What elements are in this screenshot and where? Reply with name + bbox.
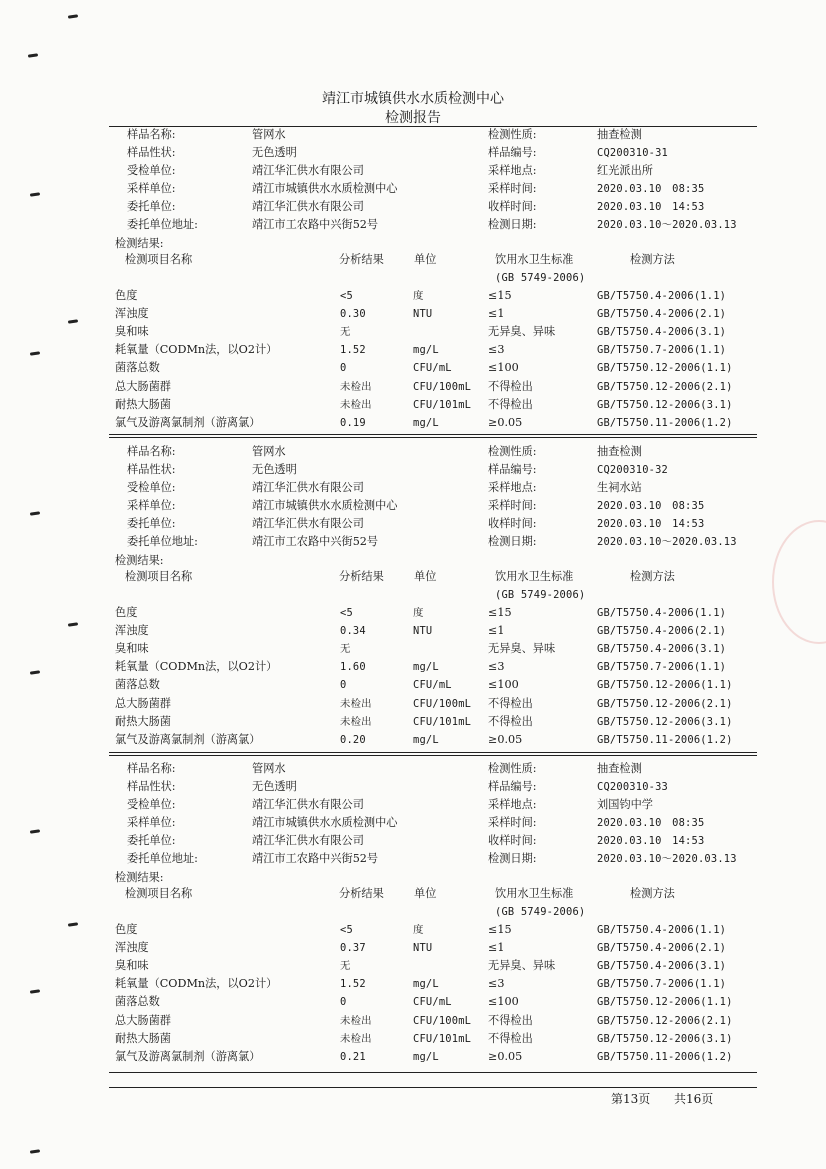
info-label-test-nature: 检测性质: [488, 762, 537, 775]
info-value-receive-time: 2020.03.10 14:53 [597, 835, 705, 847]
row-item-total-coliform: 总大肠菌群 [115, 696, 171, 710]
row-item-odor-taste: 臭和味 [115, 959, 149, 973]
row-method-total-coliform: GB/T5750.12-2006(2.1) [597, 1014, 733, 1027]
info-label-inspected-unit: 受检单位: [127, 798, 176, 811]
results-label: 检测结果: [115, 237, 164, 250]
row-result-turbidity: 0.37 [340, 942, 366, 955]
row-result-total-coliform: 未检出 [340, 1014, 372, 1027]
row-unit-thermotolerant-coliform: CFU/101mL [413, 1032, 472, 1045]
scan-mark [68, 622, 78, 626]
info-value-sample-name: 管网水 [252, 762, 286, 775]
row-standard-turbidity: ≤1 [488, 624, 505, 638]
row-result-total-coliform: 未检出 [340, 697, 372, 710]
info-value-sampling-time: 2020.03.10 08:35 [597, 500, 705, 512]
row-result-free-chlorine: 0.20 [340, 733, 366, 746]
info-label-receive-time: 收样时间: [488, 200, 537, 213]
col-header-result: 分析结果 [339, 570, 384, 583]
row-result-odor-taste: 无 [340, 960, 351, 973]
info-value-test-date: 2020.03.10～2020.03.13 [597, 853, 737, 865]
row-standard-colony-count: ≤100 [488, 678, 519, 692]
row-result-color: <5 [340, 290, 353, 302]
info-label-sampling-unit: 采样单位: [127, 816, 176, 829]
info-label-test-nature: 检测性质: [488, 445, 537, 458]
col-header-standard: 饮用水卫生标准 [495, 253, 574, 266]
row-item-colony-count: 菌落总数 [115, 361, 160, 375]
row-method-free-chlorine: GB/T5750.11-2006(1.2) [597, 733, 733, 746]
row-method-thermotolerant-coliform: GB/T5750.12-2006(3.1) [597, 1032, 733, 1045]
row-method-turbidity: GB/T5750.4-2006(2.1) [597, 942, 727, 955]
row-method-colony-count: GB/T5750.12-2006(1.1) [597, 996, 733, 1009]
info-label-sampling-site: 采样地点: [488, 164, 537, 177]
block-top-rule [109, 437, 757, 438]
info-label-test-date: 检测日期: [488, 218, 537, 231]
row-result-colony-count: 0 [340, 362, 347, 375]
row-standard-odor-taste: 无异臭、异味 [488, 959, 556, 973]
row-result-colony-count: 0 [340, 679, 347, 692]
row-item-oxygen-consumption: 耗氧量（CODMn法，以O2计） [115, 343, 278, 357]
info-label-receive-time: 收样时间: [488, 517, 537, 530]
row-result-thermotolerant-coliform: 未检出 [340, 1032, 372, 1045]
info-label-sample-no: 样品编号: [488, 780, 537, 793]
row-item-oxygen-consumption: 耗氧量（CODMn法，以O2计） [115, 977, 278, 991]
block-top-rule [109, 755, 757, 756]
row-item-turbidity: 浑浊度 [115, 624, 149, 638]
info-value-inspected-unit: 靖江华汇供水有限公司 [252, 164, 364, 177]
row-item-thermotolerant-coliform: 耐热大肠菌 [115, 714, 171, 728]
scan-mark [28, 53, 38, 57]
row-unit-oxygen-consumption: mg/L [413, 661, 439, 674]
info-label-sampling-site: 采样地点: [488, 481, 537, 494]
info-label-receive-time: 收样时间: [488, 834, 537, 847]
row-item-color: 色度 [115, 606, 138, 619]
info-value-test-nature: 抽查检测 [597, 128, 642, 141]
row-unit-thermotolerant-coliform: CFU/101mL [413, 398, 472, 411]
row-item-total-coliform: 总大肠菌群 [115, 1013, 171, 1027]
row-standard-odor-taste: 无异臭、异味 [488, 642, 556, 656]
info-value-sampling-unit: 靖江市城镇供水水质检测中心 [252, 499, 398, 512]
row-unit-color: 度 [413, 290, 424, 302]
col-header-standard-code: (GB 5749-2006) [495, 589, 586, 601]
col-header-unit: 单位 [414, 253, 437, 266]
row-item-oxygen-consumption: 耗氧量（CODMn法，以O2计） [115, 660, 278, 674]
info-value-test-nature: 抽查检测 [597, 445, 642, 458]
row-item-odor-taste: 臭和味 [115, 642, 149, 656]
row-result-free-chlorine: 0.21 [340, 1050, 366, 1063]
row-standard-turbidity: ≤1 [488, 941, 505, 955]
row-item-free-chlorine: 氯气及游离氯制剂（游离氯） [115, 415, 261, 429]
row-standard-thermotolerant-coliform: 不得检出 [488, 714, 533, 728]
row-standard-color: ≤15 [488, 923, 512, 936]
row-method-oxygen-consumption: GB/T5750.7-2006(1.1) [597, 344, 727, 357]
row-method-odor-taste: GB/T5750.4-2006(3.1) [597, 326, 727, 339]
row-method-odor-taste: GB/T5750.4-2006(3.1) [597, 643, 727, 656]
info-label-sample-state: 样品性状: [127, 780, 176, 793]
info-value-test-nature: 抽查检测 [597, 762, 642, 775]
info-value-receive-time: 2020.03.10 14:53 [597, 201, 705, 213]
info-label-client-address: 委托单位地址: [127, 535, 198, 548]
row-standard-colony-count: ≤100 [488, 361, 519, 375]
row-method-free-chlorine: GB/T5750.11-2006(1.2) [597, 416, 733, 429]
row-method-color: GB/T5750.4-2006(1.1) [597, 924, 727, 936]
row-unit-free-chlorine: mg/L [413, 1050, 439, 1063]
row-standard-free-chlorine: ≥0.05 [488, 1049, 523, 1063]
row-item-turbidity: 浑浊度 [115, 307, 149, 321]
info-label-client-unit: 委托单位: [127, 200, 176, 213]
info-label-sample-state: 样品性状: [127, 463, 176, 476]
row-standard-colony-count: ≤100 [488, 995, 519, 1009]
row-standard-turbidity: ≤1 [488, 307, 505, 321]
scan-mark [30, 511, 40, 515]
info-value-sample-name: 管网水 [252, 445, 286, 458]
info-value-sample-state: 无色透明 [252, 463, 297, 476]
scan-mark [68, 922, 78, 926]
scan-mark [68, 14, 78, 18]
info-label-sample-name: 样品名称: [127, 445, 176, 458]
row-method-total-coliform: GB/T5750.12-2006(2.1) [597, 380, 733, 393]
row-item-turbidity: 浑浊度 [115, 941, 149, 955]
info-value-inspected-unit: 靖江华汇供水有限公司 [252, 481, 364, 494]
row-method-color: GB/T5750.4-2006(1.1) [597, 290, 727, 302]
row-item-colony-count: 菌落总数 [115, 678, 160, 692]
row-unit-free-chlorine: mg/L [413, 416, 439, 429]
info-value-client-address: 靖江市工农路中兴街52号 [252, 218, 379, 231]
col-header-standard: 饮用水卫生标准 [495, 570, 574, 583]
row-result-turbidity: 0.34 [340, 625, 366, 638]
info-label-sampling-unit: 采样单位: [127, 499, 176, 512]
col-header-item: 检测项目名称 [125, 253, 193, 266]
row-item-color: 色度 [115, 923, 138, 936]
row-unit-oxygen-consumption: mg/L [413, 978, 439, 991]
info-label-client-address: 委托单位地址: [127, 218, 198, 231]
row-method-thermotolerant-coliform: GB/T5750.12-2006(3.1) [597, 715, 733, 728]
row-standard-thermotolerant-coliform: 不得检出 [488, 397, 533, 411]
faint-seal [772, 520, 826, 644]
row-unit-oxygen-consumption: mg/L [413, 344, 439, 357]
info-value-sample-no: CQ200310-31 [597, 147, 669, 159]
row-item-odor-taste: 臭和味 [115, 325, 149, 339]
col-header-method: 检测方法 [630, 887, 675, 900]
info-label-client-unit: 委托单位: [127, 834, 176, 847]
info-label-sample-name: 样品名称: [127, 762, 176, 775]
row-unit-total-coliform: CFU/100mL [413, 697, 472, 710]
footer-rule [109, 1087, 757, 1088]
row-method-turbidity: GB/T5750.4-2006(2.1) [597, 308, 727, 321]
scan-mark [30, 192, 40, 196]
row-standard-color: ≤15 [488, 606, 512, 619]
col-header-item: 检测项目名称 [125, 570, 193, 583]
info-value-client-unit: 靖江华汇供水有限公司 [252, 834, 364, 847]
report-title: 检测报告 [385, 110, 441, 126]
info-label-sampling-time: 采样时间: [488, 816, 537, 829]
row-unit-turbidity: NTU [413, 625, 433, 638]
col-header-item: 检测项目名称 [125, 887, 193, 900]
row-unit-colony-count: CFU/mL [413, 362, 452, 375]
info-label-client-unit: 委托单位: [127, 517, 176, 530]
info-value-sampling-site: 刘国钧中学 [597, 798, 653, 811]
info-value-sample-no: CQ200310-33 [597, 781, 669, 793]
row-item-color: 色度 [115, 289, 138, 302]
info-label-sampling-time: 采样时间: [488, 182, 537, 195]
row-result-odor-taste: 无 [340, 643, 351, 656]
row-result-oxygen-consumption: 1.52 [340, 978, 366, 991]
col-header-standard-code: (GB 5749-2006) [495, 272, 586, 284]
info-value-sampling-time: 2020.03.10 08:35 [597, 183, 705, 195]
row-standard-free-chlorine: ≥0.05 [488, 732, 523, 746]
row-unit-colony-count: CFU/mL [413, 679, 452, 692]
col-header-standard-code: (GB 5749-2006) [495, 906, 586, 918]
row-method-colony-count: GB/T5750.12-2006(1.1) [597, 362, 733, 375]
scan-mark [30, 1149, 40, 1153]
row-item-free-chlorine: 氯气及游离氯制剂（游离氯） [115, 732, 261, 746]
info-label-sampling-time: 采样时间: [488, 499, 537, 512]
row-result-odor-taste: 无 [340, 326, 351, 339]
info-value-client-unit: 靖江华汇供水有限公司 [252, 200, 364, 213]
info-label-sample-state: 样品性状: [127, 146, 176, 159]
row-method-total-coliform: GB/T5750.12-2006(2.1) [597, 697, 733, 710]
row-standard-total-coliform: 不得检出 [488, 1013, 533, 1027]
row-unit-turbidity: NTU [413, 308, 433, 321]
info-value-test-date: 2020.03.10～2020.03.13 [597, 219, 737, 231]
info-value-sample-state: 无色透明 [252, 146, 297, 159]
col-header-unit: 单位 [414, 570, 437, 583]
row-unit-colony-count: CFU/mL [413, 996, 452, 1009]
scan-mark [30, 829, 40, 833]
info-value-test-date: 2020.03.10～2020.03.13 [597, 536, 737, 548]
info-value-sampling-unit: 靖江市城镇供水水质检测中心 [252, 816, 398, 829]
row-standard-color: ≤15 [488, 289, 512, 302]
info-label-sampling-site: 采样地点: [488, 798, 537, 811]
row-unit-free-chlorine: mg/L [413, 733, 439, 746]
row-unit-total-coliform: CFU/100mL [413, 380, 472, 393]
row-standard-total-coliform: 不得检出 [488, 379, 533, 393]
info-value-sampling-time: 2020.03.10 08:35 [597, 817, 705, 829]
row-method-oxygen-consumption: GB/T5750.7-2006(1.1) [597, 661, 727, 674]
info-label-test-nature: 检测性质: [488, 128, 537, 141]
scan-mark [30, 351, 40, 355]
info-label-inspected-unit: 受检单位: [127, 481, 176, 494]
col-header-unit: 单位 [414, 887, 437, 900]
row-method-colony-count: GB/T5750.12-2006(1.1) [597, 679, 733, 692]
row-item-total-coliform: 总大肠菌群 [115, 379, 171, 393]
row-unit-color: 度 [413, 607, 424, 619]
row-result-color: <5 [340, 924, 353, 936]
col-header-method: 检测方法 [630, 253, 675, 266]
row-result-turbidity: 0.30 [340, 308, 366, 321]
info-value-sample-name: 管网水 [252, 128, 286, 141]
row-method-free-chlorine: GB/T5750.11-2006(1.2) [597, 1050, 733, 1063]
info-label-sampling-unit: 采样单位: [127, 182, 176, 195]
info-value-sample-no: CQ200310-32 [597, 464, 669, 476]
info-value-receive-time: 2020.03.10 14:53 [597, 518, 705, 530]
block-bottom-rule [109, 752, 757, 753]
row-standard-oxygen-consumption: ≤3 [488, 660, 505, 674]
row-method-color: GB/T5750.4-2006(1.1) [597, 607, 727, 619]
row-item-thermotolerant-coliform: 耐热大肠菌 [115, 1031, 171, 1045]
scan-mark [30, 670, 40, 674]
row-standard-free-chlorine: ≥0.05 [488, 415, 523, 429]
info-value-sample-state: 无色透明 [252, 780, 297, 793]
row-unit-turbidity: NTU [413, 942, 433, 955]
row-result-oxygen-consumption: 1.60 [340, 661, 366, 674]
row-method-oxygen-consumption: GB/T5750.7-2006(1.1) [597, 978, 727, 991]
row-method-thermotolerant-coliform: GB/T5750.12-2006(3.1) [597, 398, 733, 411]
info-value-client-address: 靖江市工农路中兴街52号 [252, 535, 379, 548]
row-unit-total-coliform: CFU/100mL [413, 1014, 472, 1027]
info-value-sampling-site: 红光派出所 [597, 164, 653, 177]
info-label-test-date: 检测日期: [488, 852, 537, 865]
info-value-sampling-unit: 靖江市城镇供水水质检测中心 [252, 182, 398, 195]
row-item-colony-count: 菌落总数 [115, 995, 160, 1009]
col-header-result: 分析结果 [339, 887, 384, 900]
row-item-thermotolerant-coliform: 耐热大肠菌 [115, 397, 171, 411]
row-standard-oxygen-consumption: ≤3 [488, 977, 505, 991]
row-result-thermotolerant-coliform: 未检出 [340, 398, 372, 411]
row-standard-odor-taste: 无异臭、异味 [488, 325, 556, 339]
col-header-result: 分析结果 [339, 253, 384, 266]
row-result-oxygen-consumption: 1.52 [340, 344, 366, 357]
info-label-sample-no: 样品编号: [488, 146, 537, 159]
info-value-sampling-site: 生祠水站 [597, 481, 642, 494]
row-result-color: <5 [340, 607, 353, 619]
row-result-thermotolerant-coliform: 未检出 [340, 715, 372, 728]
info-label-inspected-unit: 受检单位: [127, 164, 176, 177]
row-standard-total-coliform: 不得检出 [488, 696, 533, 710]
row-unit-thermotolerant-coliform: CFU/101mL [413, 715, 472, 728]
row-result-free-chlorine: 0.19 [340, 416, 366, 429]
col-header-standard: 饮用水卫生标准 [495, 887, 574, 900]
row-method-turbidity: GB/T5750.4-2006(2.1) [597, 625, 727, 638]
row-unit-color: 度 [413, 924, 424, 936]
block-bottom-rule [109, 1072, 757, 1073]
info-label-sample-no: 样品编号: [488, 463, 537, 476]
info-label-sample-name: 样品名称: [127, 128, 176, 141]
info-value-client-address: 靖江市工农路中兴街52号 [252, 852, 379, 865]
row-result-total-coliform: 未检出 [340, 380, 372, 393]
page-number: 第13页 [611, 1092, 651, 1106]
page-total: 共16页 [674, 1092, 714, 1106]
org-title: 靖江市城镇供水水质检测中心 [322, 91, 504, 107]
info-value-client-unit: 靖江华汇供水有限公司 [252, 517, 364, 530]
results-label: 检测结果: [115, 554, 164, 567]
results-label: 检测结果: [115, 871, 164, 884]
col-header-method: 检测方法 [630, 570, 675, 583]
info-label-client-address: 委托单位地址: [127, 852, 198, 865]
row-item-free-chlorine: 氯气及游离氯制剂（游离氯） [115, 1049, 261, 1063]
row-standard-thermotolerant-coliform: 不得检出 [488, 1031, 533, 1045]
row-result-colony-count: 0 [340, 996, 347, 1009]
info-label-test-date: 检测日期: [488, 535, 537, 548]
block-top-rule [109, 126, 757, 127]
row-standard-oxygen-consumption: ≤3 [488, 343, 505, 357]
scan-mark [30, 989, 40, 993]
block-bottom-rule [109, 434, 757, 435]
scan-mark [68, 319, 78, 323]
info-value-inspected-unit: 靖江华汇供水有限公司 [252, 798, 364, 811]
row-method-odor-taste: GB/T5750.4-2006(3.1) [597, 960, 727, 973]
